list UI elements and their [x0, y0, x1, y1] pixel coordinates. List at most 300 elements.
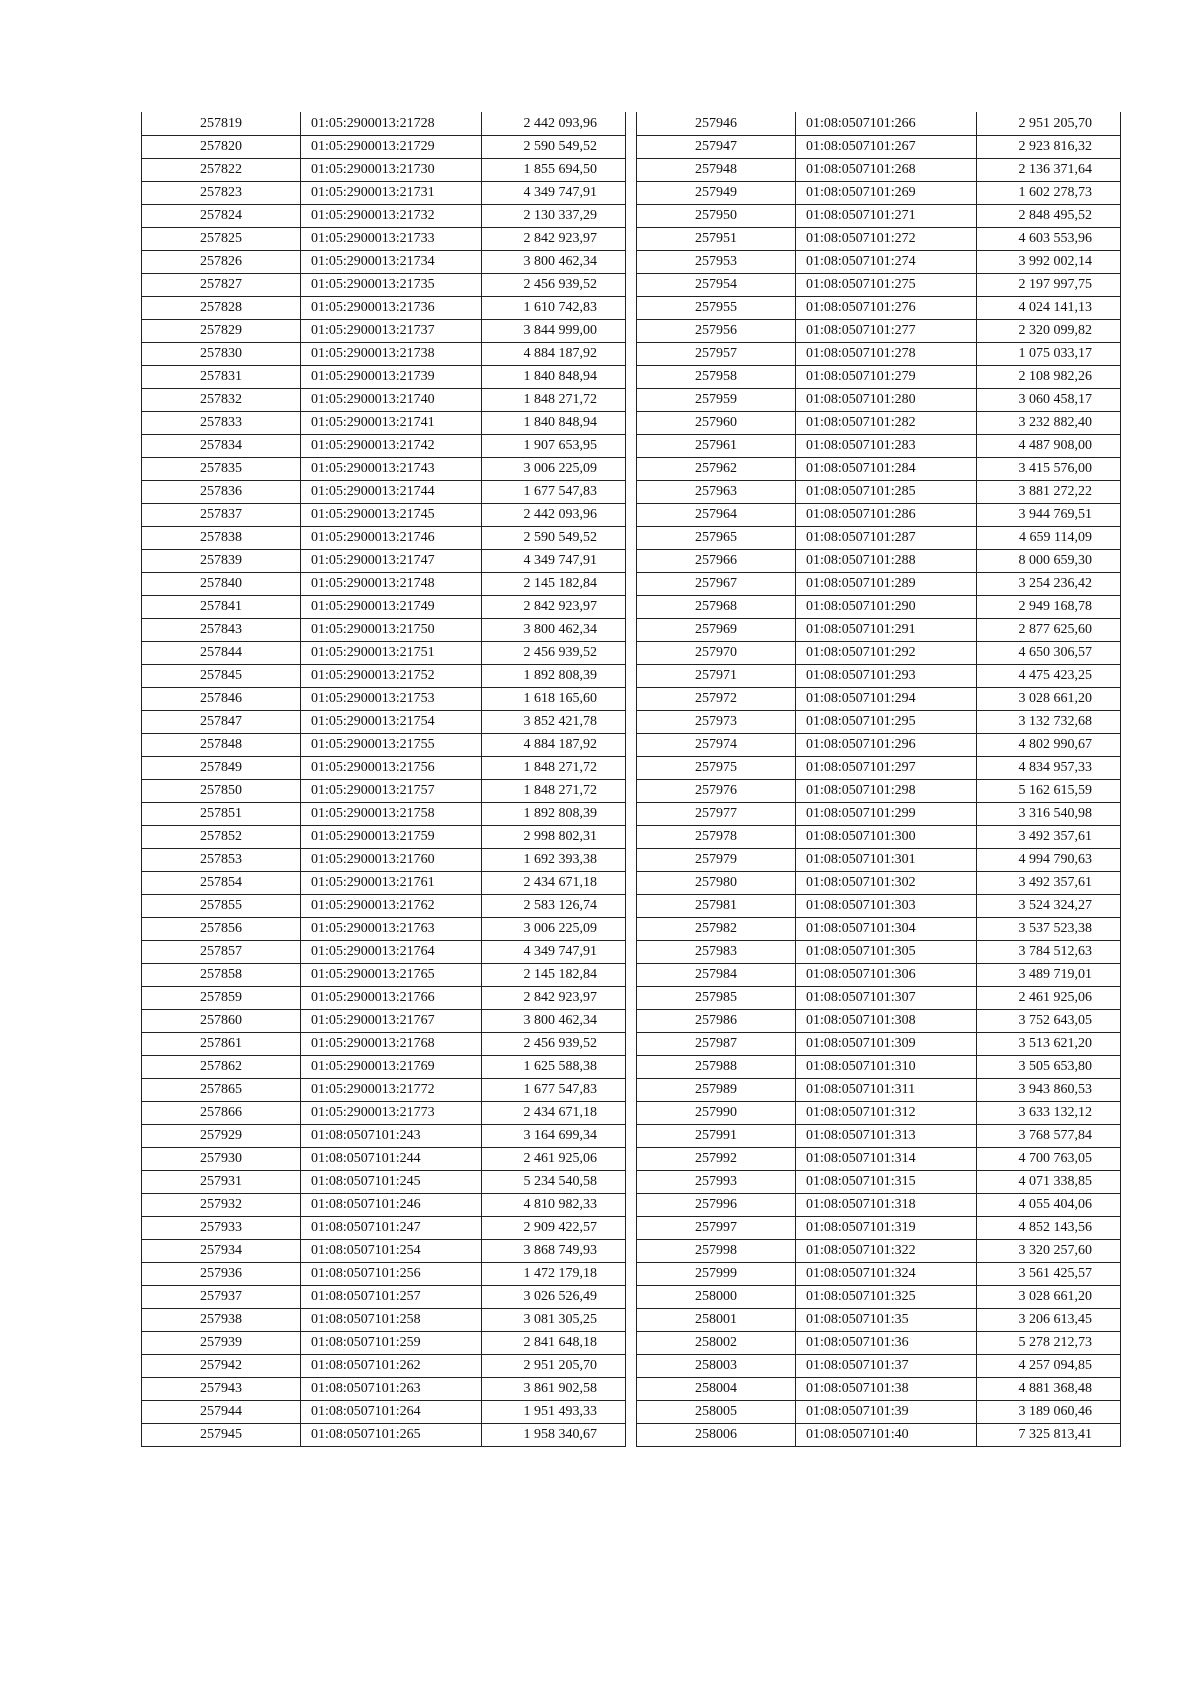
table-row — [142, 1354, 626, 1377]
cell-value: 3 492 357,61 — [977, 871, 1121, 894]
cell-value: 3 944 769,51 — [977, 503, 1121, 526]
cell-id: 257965 — [637, 526, 796, 549]
table-body — [637, 112, 1121, 1446]
table-row — [637, 986, 1121, 1009]
table-row — [142, 1216, 626, 1239]
table-row — [637, 1032, 1121, 1055]
table-row — [142, 917, 626, 940]
cell-cadastral-number: 01:05:2900013:21768 — [301, 1032, 482, 1055]
table-row — [142, 1101, 626, 1124]
cell-cadastral-number: 01:08:0507101:266 — [796, 112, 977, 135]
cell-id: 257978 — [637, 825, 796, 848]
table-row — [637, 1101, 1121, 1124]
cell-id: 257945 — [142, 1423, 301, 1446]
cell-cadastral-number: 01:05:2900013:21739 — [301, 365, 482, 388]
cell-value: 4 884 187,92 — [482, 342, 626, 365]
cell-value: 4 349 747,91 — [482, 940, 626, 963]
cell-id: 257999 — [637, 1262, 796, 1285]
cell-cadastral-number: 01:08:0507101:302 — [796, 871, 977, 894]
table-row — [142, 1147, 626, 1170]
cell-id: 258005 — [637, 1400, 796, 1423]
cell-cadastral-number: 01:05:2900013:21750 — [301, 618, 482, 641]
table-row — [637, 549, 1121, 572]
cell-id: 258006 — [637, 1423, 796, 1446]
cell-id: 257962 — [637, 457, 796, 480]
cell-id: 257930 — [142, 1147, 301, 1170]
cell-id: 257956 — [637, 319, 796, 342]
cell-cadastral-number: 01:08:0507101:36 — [796, 1331, 977, 1354]
cell-id: 257943 — [142, 1377, 301, 1400]
cell-cadastral-number: 01:05:2900013:21733 — [301, 227, 482, 250]
cell-cadastral-number: 01:05:2900013:21736 — [301, 296, 482, 319]
cell-value: 1 840 848,94 — [482, 365, 626, 388]
cell-id: 257986 — [637, 1009, 796, 1032]
table-row — [637, 434, 1121, 457]
cell-value: 3 006 225,09 — [482, 457, 626, 480]
cell-id: 257957 — [637, 342, 796, 365]
cell-id: 257990 — [637, 1101, 796, 1124]
table-row — [637, 963, 1121, 986]
cell-value: 4 834 957,33 — [977, 756, 1121, 779]
cell-id: 257836 — [142, 480, 301, 503]
cell-cadastral-number: 01:05:2900013:21731 — [301, 181, 482, 204]
cell-id: 257989 — [637, 1078, 796, 1101]
cell-value: 3 164 699,34 — [482, 1124, 626, 1147]
cell-cadastral-number: 01:05:2900013:21772 — [301, 1078, 482, 1101]
cell-cadastral-number: 01:08:0507101:297 — [796, 756, 977, 779]
cell-value: 2 434 671,18 — [482, 871, 626, 894]
cell-value: 2 145 182,84 — [482, 963, 626, 986]
cell-value: 1 907 653,95 — [482, 434, 626, 457]
cell-value: 2 136 371,64 — [977, 158, 1121, 181]
cell-id: 257958 — [637, 365, 796, 388]
table-row — [637, 940, 1121, 963]
table-row — [142, 779, 626, 802]
cell-id: 257944 — [142, 1400, 301, 1423]
cell-id: 257971 — [637, 664, 796, 687]
cell-id: 257955 — [637, 296, 796, 319]
table-row — [637, 342, 1121, 365]
table-row — [142, 457, 626, 480]
cell-id: 257961 — [637, 434, 796, 457]
cell-id: 257847 — [142, 710, 301, 733]
cell-id: 257849 — [142, 756, 301, 779]
table-row — [637, 687, 1121, 710]
table-row — [142, 1308, 626, 1331]
table-row — [142, 733, 626, 756]
cell-id: 257929 — [142, 1124, 301, 1147]
cell-cadastral-number: 01:08:0507101:300 — [796, 825, 977, 848]
cell-value: 1 848 271,72 — [482, 756, 626, 779]
cell-cadastral-number: 01:08:0507101:35 — [796, 1308, 977, 1331]
cell-value: 2 456 939,52 — [482, 641, 626, 664]
cell-value: 3 028 661,20 — [977, 687, 1121, 710]
cell-value: 2 923 816,32 — [977, 135, 1121, 158]
cell-cadastral-number: 01:08:0507101:254 — [301, 1239, 482, 1262]
cell-value: 2 434 671,18 — [482, 1101, 626, 1124]
cell-id: 257942 — [142, 1354, 301, 1377]
table-row — [142, 342, 626, 365]
cell-value: 1 958 340,67 — [482, 1423, 626, 1446]
cell-id: 257939 — [142, 1331, 301, 1354]
cell-cadastral-number: 01:08:0507101:246 — [301, 1193, 482, 1216]
cell-value: 4 852 143,56 — [977, 1216, 1121, 1239]
cell-cadastral-number: 01:08:0507101:262 — [301, 1354, 482, 1377]
cell-id: 257829 — [142, 319, 301, 342]
cell-id: 257977 — [637, 802, 796, 825]
cell-id: 257949 — [637, 181, 796, 204]
cell-value: 3 852 421,78 — [482, 710, 626, 733]
table-row — [637, 641, 1121, 664]
table-row — [142, 940, 626, 963]
cell-value: 3 844 999,00 — [482, 319, 626, 342]
cell-cadastral-number: 01:08:0507101:304 — [796, 917, 977, 940]
table-row — [142, 1400, 626, 1423]
cell-id: 257997 — [637, 1216, 796, 1239]
cell-cadastral-number: 01:05:2900013:21759 — [301, 825, 482, 848]
cell-value: 1 677 547,83 — [482, 480, 626, 503]
table-row — [142, 894, 626, 917]
cell-id: 257825 — [142, 227, 301, 250]
cell-cadastral-number: 01:05:2900013:21740 — [301, 388, 482, 411]
cell-value: 3 489 719,01 — [977, 963, 1121, 986]
table-row — [142, 434, 626, 457]
cell-cadastral-number: 01:08:0507101:294 — [796, 687, 977, 710]
cell-cadastral-number: 01:05:2900013:21766 — [301, 986, 482, 1009]
table-row — [142, 618, 626, 641]
cell-value: 3 006 225,09 — [482, 917, 626, 940]
cell-cadastral-number: 01:05:2900013:21756 — [301, 756, 482, 779]
cell-cadastral-number: 01:08:0507101:245 — [301, 1170, 482, 1193]
cell-cadastral-number: 01:05:2900013:21729 — [301, 135, 482, 158]
cell-value: 7 325 813,41 — [977, 1423, 1121, 1446]
cell-cadastral-number: 01:08:0507101:310 — [796, 1055, 977, 1078]
cell-id: 257972 — [637, 687, 796, 710]
table-row — [637, 1170, 1121, 1193]
cell-cadastral-number: 01:05:2900013:21746 — [301, 526, 482, 549]
cell-value: 2 145 182,84 — [482, 572, 626, 595]
table-row — [142, 365, 626, 388]
table-row — [637, 1055, 1121, 1078]
cell-cadastral-number: 01:08:0507101:265 — [301, 1423, 482, 1446]
cell-value: 3 992 002,14 — [977, 250, 1121, 273]
table-row — [637, 802, 1121, 825]
cell-cadastral-number: 01:08:0507101:274 — [796, 250, 977, 273]
cell-id: 257979 — [637, 848, 796, 871]
cell-cadastral-number: 01:05:2900013:21761 — [301, 871, 482, 894]
cell-id: 257993 — [637, 1170, 796, 1193]
cell-cadastral-number: 01:08:0507101:283 — [796, 434, 977, 457]
cell-cadastral-number: 01:05:2900013:21765 — [301, 963, 482, 986]
cell-value: 3 189 060,46 — [977, 1400, 1121, 1423]
cell-value: 2 456 939,52 — [482, 273, 626, 296]
cell-id: 257862 — [142, 1055, 301, 1078]
cell-value: 4 071 338,85 — [977, 1170, 1121, 1193]
cell-cadastral-number: 01:05:2900013:21743 — [301, 457, 482, 480]
cell-cadastral-number: 01:05:2900013:21767 — [301, 1009, 482, 1032]
cell-cadastral-number: 01:08:0507101:278 — [796, 342, 977, 365]
cell-value: 4 055 404,06 — [977, 1193, 1121, 1216]
cell-value: 1 951 493,33 — [482, 1400, 626, 1423]
cell-value: 3 513 621,20 — [977, 1032, 1121, 1055]
cell-id: 257992 — [637, 1147, 796, 1170]
cell-value: 2 130 337,29 — [482, 204, 626, 227]
cell-id: 257983 — [637, 940, 796, 963]
cell-id: 257998 — [637, 1239, 796, 1262]
cell-cadastral-number: 01:08:0507101:286 — [796, 503, 977, 526]
table-row — [637, 917, 1121, 940]
cell-id: 257852 — [142, 825, 301, 848]
table-row — [142, 1009, 626, 1032]
table-row — [637, 135, 1121, 158]
cell-cadastral-number: 01:08:0507101:319 — [796, 1216, 977, 1239]
cell-id: 257970 — [637, 641, 796, 664]
cell-id: 257853 — [142, 848, 301, 871]
cell-cadastral-number: 01:08:0507101:285 — [796, 480, 977, 503]
cell-value: 4 884 187,92 — [482, 733, 626, 756]
cell-value: 3 206 613,45 — [977, 1308, 1121, 1331]
cell-cadastral-number: 01:05:2900013:21773 — [301, 1101, 482, 1124]
cell-cadastral-number: 01:08:0507101:308 — [796, 1009, 977, 1032]
table-row — [142, 710, 626, 733]
table-row — [637, 1400, 1121, 1423]
cell-id: 257820 — [142, 135, 301, 158]
table-row — [142, 1285, 626, 1308]
table-row — [637, 1423, 1121, 1446]
cell-id: 257865 — [142, 1078, 301, 1101]
cell-value: 3 768 577,84 — [977, 1124, 1121, 1147]
cell-cadastral-number: 01:05:2900013:21753 — [301, 687, 482, 710]
cell-cadastral-number: 01:05:2900013:21732 — [301, 204, 482, 227]
cell-cadastral-number: 01:05:2900013:21762 — [301, 894, 482, 917]
cell-value: 2 841 648,18 — [482, 1331, 626, 1354]
table-row — [637, 158, 1121, 181]
cell-cadastral-number: 01:08:0507101:290 — [796, 595, 977, 618]
cell-value: 2 590 549,52 — [482, 135, 626, 158]
data-table-right — [636, 112, 1121, 1447]
cell-value: 3 800 462,34 — [482, 618, 626, 641]
table-row — [637, 296, 1121, 319]
cell-id: 257931 — [142, 1170, 301, 1193]
cell-value: 2 842 923,97 — [482, 227, 626, 250]
cell-id: 257985 — [637, 986, 796, 1009]
cell-cadastral-number: 01:08:0507101:306 — [796, 963, 977, 986]
cell-value: 3 316 540,98 — [977, 802, 1121, 825]
table-row — [142, 986, 626, 1009]
cell-value: 3 800 462,34 — [482, 1009, 626, 1032]
table-row — [142, 963, 626, 986]
cell-id: 257824 — [142, 204, 301, 227]
cell-value: 3 561 425,57 — [977, 1262, 1121, 1285]
cell-cadastral-number: 01:08:0507101:324 — [796, 1262, 977, 1285]
cell-id: 257933 — [142, 1216, 301, 1239]
cell-id: 257973 — [637, 710, 796, 733]
table-row — [637, 779, 1121, 802]
cell-id: 257860 — [142, 1009, 301, 1032]
cell-value: 2 842 923,97 — [482, 595, 626, 618]
cell-value: 4 603 553,96 — [977, 227, 1121, 250]
cell-cadastral-number: 01:08:0507101:291 — [796, 618, 977, 641]
cell-value: 2 461 925,06 — [482, 1147, 626, 1170]
table-row — [637, 595, 1121, 618]
cell-cadastral-number: 01:08:0507101:288 — [796, 549, 977, 572]
cell-cadastral-number: 01:08:0507101:275 — [796, 273, 977, 296]
cell-cadastral-number: 01:05:2900013:21751 — [301, 641, 482, 664]
table-row — [637, 204, 1121, 227]
cell-id: 257834 — [142, 434, 301, 457]
cell-cadastral-number: 01:05:2900013:21764 — [301, 940, 482, 963]
table-row — [142, 250, 626, 273]
cell-value: 2 848 495,52 — [977, 204, 1121, 227]
cell-id: 257826 — [142, 250, 301, 273]
table-row — [637, 572, 1121, 595]
cell-cadastral-number: 01:08:0507101:269 — [796, 181, 977, 204]
table-body — [142, 112, 626, 1446]
cell-value: 3 633 132,12 — [977, 1101, 1121, 1124]
cell-id: 257946 — [637, 112, 796, 135]
cell-cadastral-number: 01:05:2900013:21728 — [301, 112, 482, 135]
cell-value: 3 415 576,00 — [977, 457, 1121, 480]
cell-id: 257857 — [142, 940, 301, 963]
data-table-left — [141, 112, 626, 1447]
cell-cadastral-number: 01:08:0507101:325 — [796, 1285, 977, 1308]
cell-id: 257988 — [637, 1055, 796, 1078]
cell-cadastral-number: 01:08:0507101:314 — [796, 1147, 977, 1170]
cell-cadastral-number: 01:08:0507101:264 — [301, 1400, 482, 1423]
cell-id: 257831 — [142, 365, 301, 388]
cell-value: 4 349 747,91 — [482, 181, 626, 204]
cell-id: 257845 — [142, 664, 301, 687]
cell-value: 4 024 141,13 — [977, 296, 1121, 319]
table-row — [142, 273, 626, 296]
cell-cadastral-number: 01:08:0507101:295 — [796, 710, 977, 733]
cell-cadastral-number: 01:08:0507101:298 — [796, 779, 977, 802]
table-row — [142, 1078, 626, 1101]
cell-cadastral-number: 01:08:0507101:263 — [301, 1377, 482, 1400]
cell-value: 2 949 168,78 — [977, 595, 1121, 618]
table-row — [637, 411, 1121, 434]
cell-id: 257987 — [637, 1032, 796, 1055]
cell-value: 4 257 094,85 — [977, 1354, 1121, 1377]
table-row — [637, 388, 1121, 411]
table-row — [637, 618, 1121, 641]
table-row — [142, 802, 626, 825]
table-row — [637, 848, 1121, 871]
table-row — [637, 894, 1121, 917]
cell-cadastral-number: 01:08:0507101:267 — [796, 135, 977, 158]
table-row — [142, 503, 626, 526]
cell-cadastral-number: 01:08:0507101:296 — [796, 733, 977, 756]
cell-id: 257848 — [142, 733, 301, 756]
cell-cadastral-number: 01:08:0507101:309 — [796, 1032, 977, 1055]
cell-id: 257976 — [637, 779, 796, 802]
table-row — [142, 296, 626, 319]
cell-value: 2 456 939,52 — [482, 1032, 626, 1055]
cell-id: 257835 — [142, 457, 301, 480]
table-row — [637, 112, 1121, 135]
table-row — [637, 1377, 1121, 1400]
cell-id: 257850 — [142, 779, 301, 802]
cell-value: 5 278 212,73 — [977, 1331, 1121, 1354]
cell-id: 257859 — [142, 986, 301, 1009]
cell-cadastral-number: 01:05:2900013:21758 — [301, 802, 482, 825]
cell-cadastral-number: 01:08:0507101:301 — [796, 848, 977, 871]
cell-cadastral-number: 01:05:2900013:21737 — [301, 319, 482, 342]
table-row — [637, 1262, 1121, 1285]
cell-value: 3 800 462,34 — [482, 250, 626, 273]
cell-cadastral-number: 01:08:0507101:243 — [301, 1124, 482, 1147]
cell-value: 3 232 882,40 — [977, 411, 1121, 434]
cell-value: 2 108 982,26 — [977, 365, 1121, 388]
cell-id: 257861 — [142, 1032, 301, 1055]
table-row — [637, 1124, 1121, 1147]
cell-value: 2 197 997,75 — [977, 273, 1121, 296]
cell-value: 2 461 925,06 — [977, 986, 1121, 1009]
cell-id: 258000 — [637, 1285, 796, 1308]
cell-cadastral-number: 01:05:2900013:21752 — [301, 664, 482, 687]
table-row — [637, 181, 1121, 204]
table-row — [142, 158, 626, 181]
cell-cadastral-number: 01:08:0507101:315 — [796, 1170, 977, 1193]
cell-id: 257950 — [637, 204, 796, 227]
cell-cadastral-number: 01:08:0507101:256 — [301, 1262, 482, 1285]
table-row — [637, 503, 1121, 526]
table-row — [637, 1216, 1121, 1239]
cell-id: 257830 — [142, 342, 301, 365]
cell-value: 2 951 205,70 — [482, 1354, 626, 1377]
table-row — [142, 1377, 626, 1400]
table-row — [142, 227, 626, 250]
cell-cadastral-number: 01:08:0507101:293 — [796, 664, 977, 687]
cell-id: 257951 — [637, 227, 796, 250]
cell-id: 257937 — [142, 1285, 301, 1308]
table-row — [142, 641, 626, 664]
table-row — [142, 1331, 626, 1354]
cell-cadastral-number: 01:05:2900013:21738 — [301, 342, 482, 365]
cell-cadastral-number: 01:08:0507101:307 — [796, 986, 977, 1009]
table-row — [637, 1009, 1121, 1032]
table-row — [142, 480, 626, 503]
cell-id: 257822 — [142, 158, 301, 181]
cell-value: 1 855 694,50 — [482, 158, 626, 181]
cell-value: 4 475 423,25 — [977, 664, 1121, 687]
cell-cadastral-number: 01:08:0507101:271 — [796, 204, 977, 227]
cell-id: 257981 — [637, 894, 796, 917]
cell-id: 257823 — [142, 181, 301, 204]
cell-id: 257953 — [637, 250, 796, 273]
cell-id: 257840 — [142, 572, 301, 595]
cell-cadastral-number: 01:05:2900013:21747 — [301, 549, 482, 572]
cell-value: 2 998 802,31 — [482, 825, 626, 848]
cell-cadastral-number: 01:08:0507101:258 — [301, 1308, 482, 1331]
cell-value: 1 692 393,38 — [482, 848, 626, 871]
table-row — [142, 595, 626, 618]
cell-id: 257936 — [142, 1262, 301, 1285]
cell-id: 257838 — [142, 526, 301, 549]
cell-cadastral-number: 01:05:2900013:21754 — [301, 710, 482, 733]
cell-value: 1 677 547,83 — [482, 1078, 626, 1101]
cell-id: 257996 — [637, 1193, 796, 1216]
cell-cadastral-number: 01:05:2900013:21734 — [301, 250, 482, 273]
cell-id: 257841 — [142, 595, 301, 618]
cell-id: 257947 — [637, 135, 796, 158]
cell-value: 3 028 661,20 — [977, 1285, 1121, 1308]
cell-id: 257975 — [637, 756, 796, 779]
cell-id: 257974 — [637, 733, 796, 756]
cell-value: 5 162 615,59 — [977, 779, 1121, 802]
cell-id: 257855 — [142, 894, 301, 917]
cell-id: 257856 — [142, 917, 301, 940]
